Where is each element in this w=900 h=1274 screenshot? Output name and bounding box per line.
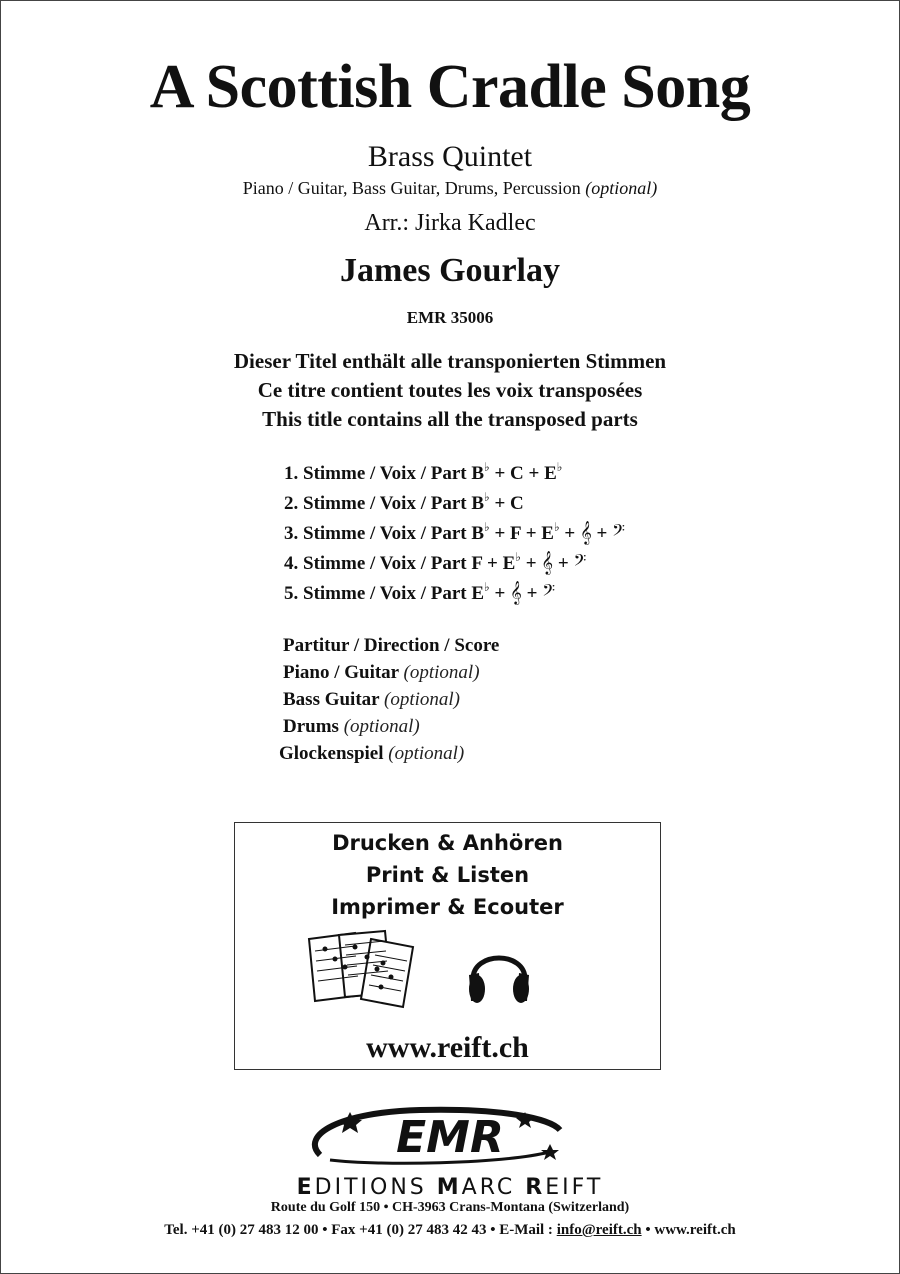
publisher-contact (0, 1222, 900, 1239)
flat-icon: ♭ (484, 580, 490, 594)
pub-part: EIFT (545, 1175, 604, 1200)
flat-icon: ♭ (553, 520, 560, 534)
plus: + (525, 553, 537, 574)
bass-clef-icon: 𝄢 (573, 552, 587, 574)
instrumentation: Brass Quintet (367, 140, 533, 173)
flat-icon: ♭ (556, 460, 563, 474)
website-url[interactable]: www.reift.ch (366, 1031, 529, 1064)
optional-note: (optional) (585, 178, 658, 198)
key: E (502, 553, 516, 574)
part-label: 3. Stimme / Voix / Part (284, 523, 467, 544)
composer: James Gourlay (339, 252, 561, 289)
multilang-de: Dieser Titel enthält alle transponierten Stimmen (233, 349, 667, 373)
treble-clef-icon: 𝄞 (510, 582, 522, 604)
extra-glock (279, 740, 499, 767)
plus: + (494, 523, 506, 544)
extra-label: Glockenspiel (279, 743, 384, 764)
part-label: 1. Stimme / Voix / Part (284, 463, 467, 484)
optional-note: (optional) (384, 689, 461, 710)
flat-icon: ♭ (515, 550, 521, 564)
promo-en: Print & Listen (365, 863, 530, 887)
key: E (541, 523, 554, 544)
part-1 (284, 452, 625, 482)
key: F (471, 553, 483, 574)
part-3 (284, 512, 625, 542)
emr-logo-icon (300, 1100, 600, 1170)
instrumentation-sub (0, 178, 900, 199)
instrumentation-sub-text: Piano / Guitar, Bass Guitar, Drums, Percussion (242, 178, 581, 198)
plus: + (494, 493, 506, 514)
key: C (510, 463, 524, 484)
part-label: 4. Stimme / Voix / Part (284, 553, 467, 574)
headphones-icon (463, 935, 535, 1007)
bass-clef-icon: 𝄢 (542, 582, 556, 604)
extra-drums (283, 713, 499, 740)
part-label: 5. Stimme / Voix / Part (284, 583, 467, 604)
extra-label: Bass Guitar (283, 689, 380, 710)
optional-note: (optional) (388, 743, 465, 764)
multilang-en: This title contains all the transposed parts (262, 407, 638, 431)
key: B (471, 493, 485, 514)
publisher-address: Route du Golf 150 • CH-3963 Crans-Montana (Switzerland) (270, 1200, 630, 1215)
pub-part: ARC (461, 1175, 526, 1200)
phone-fax: Tel. +41 (0) 27 483 12 00 • Fax +41 (0) 27 483 42 43 • E-Mail : (164, 1222, 553, 1238)
pub-part: R (525, 1175, 546, 1200)
part-5 (284, 572, 625, 602)
plus: + (525, 523, 537, 544)
print-listen-box[interactable] (234, 822, 661, 1070)
extra-bass (283, 686, 499, 713)
plus: + (557, 553, 569, 574)
key: C (510, 493, 524, 514)
plus: + (528, 463, 540, 484)
bass-clef-icon: 𝄢 (612, 522, 625, 544)
key: F (510, 523, 521, 544)
key: B (471, 463, 485, 484)
optional-note: (optional) (403, 662, 480, 683)
extra-parts (279, 632, 500, 767)
pub-part: M (436, 1175, 462, 1200)
key: E (544, 463, 557, 484)
treble-clef-icon: 𝄞 (541, 552, 554, 574)
sheet-music-icon (305, 929, 425, 1009)
piece-title: A Scottish Cradle Song (149, 53, 751, 121)
promo-de: Drucken & Anhören (332, 831, 563, 855)
logo-text: EMR (396, 1112, 504, 1163)
plus: + (596, 523, 608, 544)
part-4 (284, 542, 625, 572)
flat-icon: ♭ (484, 520, 490, 534)
promo-fr: Imprimer & Ecouter (331, 895, 564, 919)
multilang-fr: Ce titre contient toutes les voix transposées (257, 378, 643, 402)
key: E (471, 583, 485, 604)
arranger: Arr.: Jirka Kadlec (364, 210, 536, 236)
plus: + (487, 553, 498, 574)
extra-label: Partitur / Direction / Score (283, 635, 500, 656)
pub-part: DITIONS (314, 1175, 437, 1200)
extra-score (283, 632, 499, 659)
key: B (471, 523, 485, 544)
part-2 (284, 482, 625, 512)
plus: + (526, 583, 538, 604)
pub-part: E (296, 1175, 315, 1200)
treble-clef-icon: 𝄞 (579, 522, 592, 544)
flat-icon: ♭ (484, 490, 490, 504)
extra-label: Drums (283, 716, 339, 737)
email-link[interactable]: info@reift.ch (556, 1222, 642, 1238)
part-label: 2. Stimme / Voix / Part (284, 493, 467, 514)
extra-piano (283, 659, 499, 686)
plus: + (494, 463, 506, 484)
extra-label: Piano / Guitar (283, 662, 399, 683)
parts-list (284, 452, 625, 602)
plus: + (494, 583, 506, 604)
publisher-name (0, 1175, 900, 1200)
flat-icon: ♭ (484, 460, 490, 474)
catalog-number: EMR 35006 (406, 308, 494, 327)
plus: + (564, 523, 576, 544)
optional-note: (optional) (343, 716, 420, 737)
web-link[interactable]: • www.reift.ch (645, 1222, 736, 1238)
